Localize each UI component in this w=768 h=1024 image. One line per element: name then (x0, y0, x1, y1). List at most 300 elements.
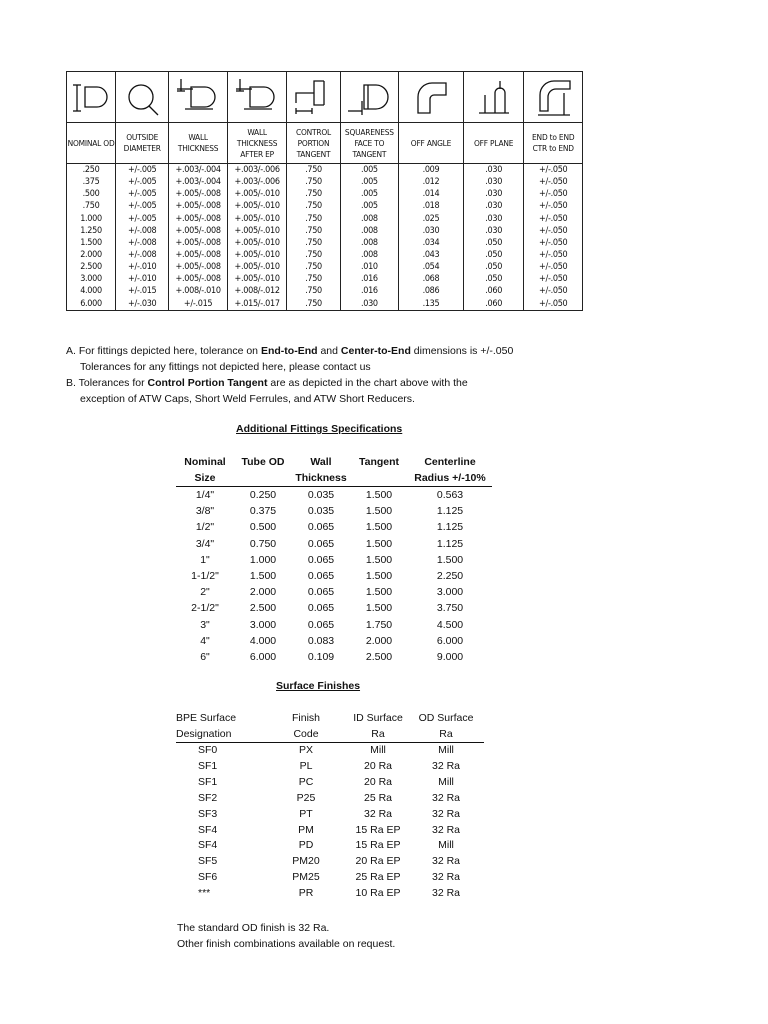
table-cell: 0.035 (307, 505, 335, 518)
table-cell: 1.500 (365, 553, 393, 566)
table-cell: +.005/-.008 (169, 200, 227, 212)
tolerance-table-body (67, 164, 583, 311)
table-cell: 1" (200, 553, 210, 566)
note-b (66, 375, 666, 391)
table-cell: 2.000 (67, 249, 116, 261)
col-header-control-portion: CONTROL PORTION TANGENT (287, 123, 340, 164)
table-cell: PD (298, 839, 314, 852)
table-cell: 1.500 (67, 237, 116, 249)
table-cell: 2.500 (249, 602, 277, 615)
table-cell: .005 (340, 176, 398, 188)
finishes-col-header-line: Designation (176, 728, 232, 740)
table-row (67, 249, 583, 261)
table-cell: +/-.005 (116, 176, 169, 188)
table-cell: 15 Ra EP (355, 839, 401, 852)
note-b-line2: exception of ATW Caps, Short Weld Ferrules, and ATW Short Reducers. (80, 393, 415, 405)
table-cell: P25 (296, 791, 316, 804)
table-row (67, 273, 583, 285)
table-cell: 0.375 (249, 505, 277, 518)
table-cell: .008 (340, 213, 398, 225)
table-cell: .250 (67, 164, 116, 177)
finishes-col-header-line: Ra (439, 728, 453, 740)
table-cell: +.005/-.010 (227, 249, 287, 261)
table-cell: +/-.015 (169, 298, 227, 311)
table-cell: +.008/-.012 (227, 285, 287, 297)
table-cell: .012 (399, 176, 464, 188)
table-cell: .030 (399, 225, 464, 237)
table-cell: +/-.005 (116, 164, 169, 177)
col-header-nominal-od: NOMINAL OD (67, 123, 116, 164)
fittings-title: Additional Fittings Specifications (236, 423, 403, 435)
finishes-table (176, 710, 484, 902)
table-cell: +/-.050 (524, 285, 583, 297)
fitting-icon-off-angle (399, 72, 464, 123)
table-row (67, 261, 583, 273)
table-cell: 0.750 (249, 537, 277, 550)
table-cell: .135 (399, 298, 464, 311)
fittings-col-header (408, 455, 492, 487)
table-cell: 1.500 (365, 489, 393, 502)
footer-notes (177, 920, 395, 952)
table-cell: .016 (340, 285, 398, 297)
col-header-squareness: SQUARENESS FACE TO TANGENT (340, 123, 398, 164)
table-cell: 1.500 (365, 521, 393, 534)
table-row (176, 487, 492, 504)
table-cell: 20 Ra (363, 775, 393, 788)
table-cell: SF1 (198, 759, 218, 772)
table-row (67, 200, 583, 212)
table-cell: .086 (399, 285, 464, 297)
table-cell: +.003/-.006 (227, 164, 287, 177)
fittings-col-header-line (350, 471, 408, 487)
table-cell: PM25 (292, 871, 320, 884)
table-cell: SF1 (198, 775, 218, 788)
table-cell: 3.000 (249, 618, 277, 631)
table-cell: 2.500 (67, 261, 116, 273)
table-cell: 0.109 (307, 650, 335, 663)
table-cell: 32 Ra (363, 807, 393, 820)
table-row (176, 568, 492, 584)
table-cell: .050 (463, 261, 524, 273)
table-cell: .375 (67, 176, 116, 188)
table-row (176, 649, 492, 665)
fitting-icon-nominal-od (67, 72, 116, 123)
table-cell: +/-.005 (116, 188, 169, 200)
table-row (176, 536, 492, 552)
table-cell: .750 (287, 285, 340, 297)
table-cell: 1.125 (436, 537, 464, 550)
table-cell: 6.000 (436, 634, 464, 647)
table-row (67, 188, 583, 200)
table-cell: +.005/-.010 (227, 261, 287, 273)
fittings-col-header-line: Wall (310, 456, 332, 468)
fitting-icon-off-plane (463, 72, 524, 123)
table-cell: SF3 (198, 807, 218, 820)
table-cell: 1.250 (67, 225, 116, 237)
fittings-table (176, 455, 492, 665)
table-cell: 1.500 (365, 505, 393, 518)
note-a (66, 343, 666, 359)
fitting-icon-wall-thickness-ep (227, 72, 287, 123)
table-cell: 32 Ra (431, 807, 461, 820)
table-cell: +.005/-.008 (169, 249, 227, 261)
table-cell: 0.500 (249, 521, 277, 534)
table-cell: +/-.050 (524, 261, 583, 273)
table-cell: 32 Ra (431, 823, 461, 836)
finishes-col-header (264, 710, 348, 743)
table-cell: 4.000 (67, 285, 116, 297)
table-cell: +.005/-.010 (227, 225, 287, 237)
table-cell: +.005/-.010 (227, 237, 287, 249)
table-cell: +.003/-.004 (169, 164, 227, 177)
table-cell: Mill (438, 744, 454, 756)
table-cell: 1.000 (249, 553, 277, 566)
finishes-col-header (408, 710, 484, 743)
table-cell: SF6 (198, 871, 218, 884)
table-cell: SF5 (198, 855, 218, 868)
table-cell: +.005/-.008 (169, 213, 227, 225)
table-cell: 9.000 (436, 650, 464, 663)
table-cell: +/-.010 (116, 261, 169, 273)
fittings-col-header-line: Nominal (184, 456, 226, 468)
fittings-table-body (176, 487, 492, 666)
fitting-icon-wall-thickness (169, 72, 227, 123)
table-cell: .750 (287, 188, 340, 200)
table-cell: +.005/-.010 (227, 213, 287, 225)
fitting-icon-outside-diameter (116, 72, 169, 123)
table-cell: .030 (463, 188, 524, 200)
table-cell: .750 (287, 164, 340, 177)
table-cell: 1-1/2" (191, 570, 219, 583)
table-cell: 32 Ra (431, 791, 461, 804)
col-header-outside-diameter: OUTSIDE DIAMETER (116, 123, 169, 164)
table-cell: 3/4" (195, 537, 215, 550)
table-cell: .008 (340, 225, 398, 237)
table-cell: +.005/-.008 (169, 237, 227, 249)
table-cell: +/-.050 (524, 237, 583, 249)
table-cell: 0.065 (307, 537, 335, 550)
table-row (176, 600, 492, 616)
table-cell: +/-.050 (524, 188, 583, 200)
table-cell: +/-.030 (116, 298, 169, 311)
finishes-col-header-line: Finish (291, 712, 320, 724)
col-header-wall-thickness: WALL THICKNESS (169, 123, 227, 164)
table-cell: .043 (399, 249, 464, 261)
table-cell: PM (298, 823, 314, 836)
table-cell: .025 (399, 213, 464, 225)
fittings-col-header (292, 455, 350, 487)
fittings-col-header (176, 455, 234, 487)
table-cell: 1.500 (365, 602, 393, 615)
table-cell: 1.500 (249, 570, 277, 583)
table-cell: .060 (463, 285, 524, 297)
note-a-suffix: dimensions is +/-.050 (410, 345, 514, 357)
table-cell: 1.000 (67, 213, 116, 225)
finishes-col-header-line: BPE Surface (176, 712, 237, 724)
finishes-col-header (348, 710, 408, 743)
table-cell: +/-.050 (524, 176, 583, 188)
table-cell: .054 (399, 261, 464, 273)
table-cell: .014 (399, 188, 464, 200)
fittings-col-header (350, 455, 408, 487)
table-cell: 4.500 (436, 618, 464, 631)
table-cell: .750 (287, 298, 340, 311)
table-cell: PC (298, 775, 314, 788)
table-cell: .030 (463, 200, 524, 212)
table-cell: .034 (399, 237, 464, 249)
table-cell: 1/4" (195, 489, 215, 502)
table-row (176, 886, 484, 902)
table-row (67, 176, 583, 188)
table-cell: .050 (463, 273, 524, 285)
table-cell: +/-.005 (116, 213, 169, 225)
table-cell: 2.000 (249, 586, 277, 599)
note-a-line2: Tolerances for any fittings not depicted here, please contact us (80, 361, 371, 373)
table-cell: .500 (67, 188, 116, 200)
table-cell: 0.065 (307, 553, 335, 566)
col-header-off-plane: OFF PLANE (463, 123, 524, 164)
table-cell: 0.035 (307, 489, 335, 502)
table-row (176, 759, 484, 775)
fittings-col-header-line: Tangent (358, 456, 400, 468)
table-cell: .750 (287, 261, 340, 273)
fittings-col-header-line: Centerline (424, 456, 476, 468)
table-cell: 6.000 (67, 298, 116, 311)
table-cell: PX (298, 744, 313, 756)
finishes-col-header (176, 710, 264, 743)
note-a-mid: and (317, 345, 341, 357)
table-cell: Mill (438, 775, 454, 788)
table-cell: 3/8" (195, 505, 215, 518)
table-row (176, 743, 484, 759)
finishes-col-header-line: Ra (371, 728, 385, 740)
table-cell: .030 (463, 164, 524, 177)
table-cell: +/-.008 (116, 249, 169, 261)
table-cell: .068 (399, 273, 464, 285)
table-cell: +.005/-.008 (169, 225, 227, 237)
table-row (67, 237, 583, 249)
note-b-suffix: are as depicted in the chart above with the (267, 377, 468, 389)
table-cell: 0.065 (307, 618, 335, 631)
table-cell: +.003/-.004 (169, 176, 227, 188)
table-cell: .050 (463, 249, 524, 261)
table-row (67, 164, 583, 177)
table-cell: SF2 (198, 791, 218, 804)
tolerance-notes (66, 343, 666, 407)
table-cell: 32 Ra (431, 887, 461, 900)
table-cell: +/-.050 (524, 273, 583, 285)
table-cell: 2" (200, 586, 210, 599)
table-cell: +/-.008 (116, 237, 169, 249)
table-cell: PT (299, 807, 313, 820)
table-row (176, 807, 484, 823)
table-cell: PM20 (292, 855, 320, 868)
note-a-text: A. For fittings depicted here, tolerance on (66, 345, 261, 357)
table-cell: .060 (463, 298, 524, 311)
table-cell: 0.065 (307, 602, 335, 615)
finishes-table-body (176, 743, 484, 903)
table-row (176, 854, 484, 870)
table-row (176, 633, 492, 649)
table-cell: .009 (399, 164, 464, 177)
table-row (176, 584, 492, 600)
col-header-wall-thickness-ep: WALL THICKNESS AFTER EP (227, 123, 287, 164)
table-cell: .750 (287, 237, 340, 249)
fitting-icon-squareness (340, 72, 398, 123)
table-cell: 3.000 (67, 273, 116, 285)
table-cell: .030 (463, 176, 524, 188)
table-cell: 32 Ra (431, 871, 461, 884)
fittings-col-header-line: Size (194, 471, 216, 484)
table-cell: .010 (340, 261, 398, 273)
table-cell: .750 (287, 225, 340, 237)
table-cell: .008 (340, 237, 398, 249)
table-cell: 15 Ra EP (355, 823, 401, 836)
table-cell: .005 (340, 200, 398, 212)
table-cell: .008 (340, 249, 398, 261)
table-cell: +/-.050 (524, 200, 583, 212)
table-cell: 25 Ra (363, 791, 393, 804)
table-cell: 0.563 (436, 489, 464, 502)
table-cell: +/-.050 (524, 225, 583, 237)
finishes-title: Surface Finishes (276, 680, 361, 692)
tolerance-table (66, 71, 583, 311)
table-cell: Mill (438, 839, 454, 852)
table-cell: 2.500 (365, 650, 393, 663)
table-cell: 1.500 (365, 586, 393, 599)
table-cell: 3.000 (436, 586, 464, 599)
table-cell: .018 (399, 200, 464, 212)
finishes-col-header-line: OD Surface (418, 712, 474, 724)
table-cell: 3" (200, 618, 210, 631)
table-cell: .750 (287, 273, 340, 285)
table-cell: 2-1/2" (191, 602, 219, 615)
table-row (176, 870, 484, 886)
table-cell: 4.000 (249, 634, 277, 647)
table-cell: 6.000 (249, 650, 277, 663)
table-cell: 1.500 (365, 537, 393, 550)
table-cell: 1.500 (436, 553, 464, 566)
fittings-col-header-line (234, 471, 292, 487)
fittings-header-row (176, 455, 492, 487)
table-row (67, 225, 583, 237)
footer-line-1: The standard OD finish is 32 Ra. (177, 922, 330, 934)
table-cell: +.005/-.008 (169, 261, 227, 273)
table-cell: .030 (463, 225, 524, 237)
table-cell: 1/2" (195, 521, 215, 534)
note-a-bold-2: Center-to-End (340, 345, 411, 357)
table-cell: +/-.050 (524, 164, 583, 177)
table-cell: 4" (200, 634, 210, 647)
col-header-off-angle: OFF ANGLE (399, 123, 464, 164)
table-cell: +/-.050 (524, 249, 583, 261)
table-row (176, 838, 484, 854)
table-row (67, 298, 583, 311)
fitting-icon-end-to-end (524, 72, 583, 123)
table-cell: .016 (340, 273, 398, 285)
table-cell: 10 Ra EP (355, 887, 401, 900)
table-cell: .750 (287, 213, 340, 225)
table-row (176, 823, 484, 839)
table-row (67, 285, 583, 297)
fittings-col-header-line: Thickness (295, 471, 347, 484)
table-cell: +.005/-.008 (169, 273, 227, 285)
table-cell: 2.000 (365, 634, 393, 647)
table-cell: +.008/-.010 (169, 285, 227, 297)
table-cell: 20 Ra EP (355, 855, 401, 868)
table-cell: +/-.005 (116, 200, 169, 212)
table-row (176, 552, 492, 568)
table-cell: .750 (287, 176, 340, 188)
col-header-end-to-end: END to END CTR to END (524, 123, 583, 164)
table-cell: 0.083 (307, 634, 335, 647)
table-cell: +/-.050 (524, 213, 583, 225)
table-cell: .750 (287, 200, 340, 212)
table-cell: *** (198, 887, 211, 900)
table-cell: 32 Ra (431, 759, 461, 772)
table-cell: +/-.008 (116, 225, 169, 237)
finishes-header-row (176, 710, 484, 743)
note-b-text: B. Tolerances for (66, 377, 148, 389)
table-cell: 6" (200, 650, 210, 663)
table-cell: .030 (340, 298, 398, 311)
table-cell: 1.125 (436, 521, 464, 534)
table-cell: .005 (340, 164, 398, 177)
table-cell: +.003/-.006 (227, 176, 287, 188)
finishes-col-header-line: Code (293, 728, 319, 740)
table-cell: PL (299, 759, 313, 772)
table-cell: 32 Ra (431, 855, 461, 868)
note-b-bold: Control Portion Tangent (147, 377, 268, 389)
table-row (176, 503, 492, 519)
note-a-bold-1: End-to-End (260, 345, 318, 357)
table-row (176, 617, 492, 633)
table-row (67, 213, 583, 225)
table-row (176, 775, 484, 791)
table-cell: 0.065 (307, 570, 335, 583)
table-cell: 0.065 (307, 521, 335, 534)
table-cell: .750 (287, 249, 340, 261)
footer-line-2: Other finish combinations available on request. (177, 938, 396, 950)
table-cell: +.005/-.010 (227, 273, 287, 285)
table-cell: .005 (340, 188, 398, 200)
table-cell: +/-.015 (116, 285, 169, 297)
table-cell: .030 (463, 213, 524, 225)
table-cell: +.005/-.010 (227, 188, 287, 200)
table-cell: 0.250 (249, 489, 277, 502)
table-cell: 20 Ra (363, 759, 393, 772)
table-cell: 25 Ra EP (355, 871, 401, 884)
table-cell: SF4 (198, 823, 218, 836)
table-cell: 1.500 (365, 570, 393, 583)
table-cell: +.005/-.010 (227, 200, 287, 212)
table-cell: Mill (370, 744, 386, 756)
table-cell: SF0 (198, 744, 218, 756)
table-cell: PR (298, 887, 314, 900)
table-cell: 2.250 (436, 570, 464, 583)
finishes-col-header-line: ID Surface (353, 712, 403, 724)
table-cell: 0.065 (307, 586, 335, 599)
table-cell: +.005/-.008 (169, 188, 227, 200)
fittings-col-header-line: Radius +/-10% (414, 471, 486, 484)
table-row (176, 519, 492, 535)
table-cell: SF4 (198, 839, 218, 852)
table-cell: +.015/-.017 (227, 298, 287, 311)
table-cell: 1.125 (436, 505, 464, 518)
fitting-icon-control-portion (287, 72, 340, 123)
table-cell: 1.750 (365, 618, 393, 631)
table-cell: +/-.050 (524, 298, 583, 311)
